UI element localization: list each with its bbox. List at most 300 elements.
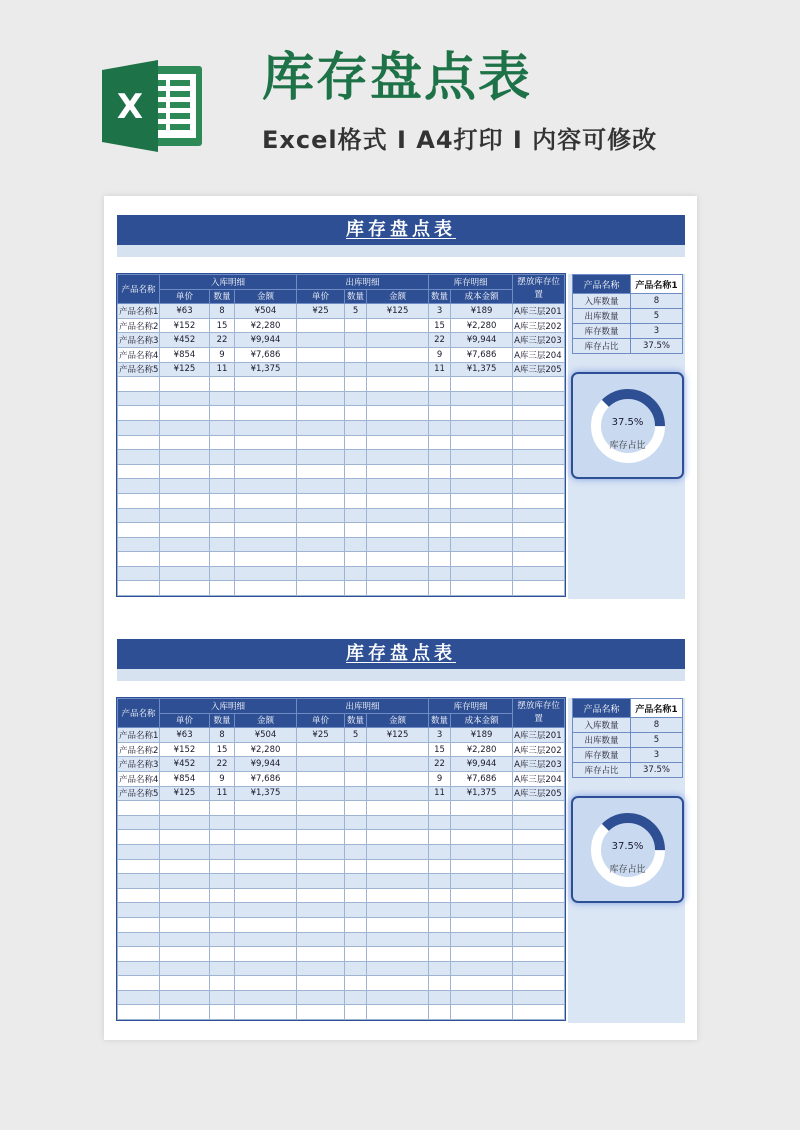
cell-in-qty[interactable] — [210, 566, 235, 581]
cell-out-amount[interactable] — [367, 523, 429, 538]
cell-in-price[interactable] — [160, 566, 210, 581]
cell-stock-cost[interactable] — [451, 523, 513, 538]
cell-name[interactable] — [118, 917, 160, 932]
cell-out-qty[interactable] — [345, 493, 367, 508]
cell-name[interactable] — [118, 377, 160, 392]
cell-stock-cost[interactable]: ¥189 — [451, 728, 513, 743]
cell-in-qty[interactable] — [210, 581, 235, 596]
cell-in-price[interactable] — [160, 1005, 210, 1020]
cell-in-qty[interactable]: 9 — [210, 771, 235, 786]
cell-stock-qty[interactable] — [429, 801, 451, 816]
cell-in-price[interactable] — [160, 450, 210, 465]
cell-out-price[interactable] — [297, 947, 345, 962]
cell-location[interactable] — [513, 932, 565, 947]
cell-stock-cost[interactable]: ¥189 — [451, 304, 513, 319]
cell-stock-cost[interactable] — [451, 932, 513, 947]
cell-stock-qty[interactable] — [429, 377, 451, 392]
cell-out-price[interactable]: ¥25 — [297, 304, 345, 319]
cell-in-amount[interactable]: ¥504 — [235, 728, 297, 743]
cell-out-amount[interactable] — [367, 479, 429, 494]
cell-in-price[interactable] — [160, 990, 210, 1005]
cell-in-price[interactable]: ¥854 — [160, 771, 210, 786]
cell-name[interactable] — [118, 508, 160, 523]
cell-name[interactable] — [118, 903, 160, 918]
cell-in-qty[interactable] — [210, 406, 235, 421]
cell-location[interactable] — [513, 581, 565, 596]
cell-out-price[interactable] — [297, 347, 345, 362]
cell-stock-qty[interactable]: 3 — [429, 304, 451, 319]
cell-in-amount[interactable] — [235, 377, 297, 392]
cell-in-amount[interactable] — [235, 830, 297, 845]
cell-out-qty[interactable] — [345, 830, 367, 845]
cell-in-price[interactable] — [160, 844, 210, 859]
cell-out-qty[interactable] — [345, 917, 367, 932]
cell-stock-cost[interactable] — [451, 801, 513, 816]
cell-in-price[interactable] — [160, 420, 210, 435]
cell-out-qty[interactable] — [345, 566, 367, 581]
cell-in-qty[interactable] — [210, 493, 235, 508]
cell-stock-cost[interactable] — [451, 391, 513, 406]
cell-out-qty[interactable]: 5 — [345, 728, 367, 743]
cell-location[interactable]: A库三层203 — [513, 333, 565, 348]
cell-in-qty[interactable] — [210, 815, 235, 830]
cell-in-qty[interactable] — [210, 435, 235, 450]
cell-in-qty[interactable]: 8 — [210, 304, 235, 319]
cell-out-amount[interactable] — [367, 420, 429, 435]
cell-name[interactable]: 产品名称1 — [118, 728, 160, 743]
cell-in-price[interactable]: ¥452 — [160, 333, 210, 348]
cell-out-qty[interactable] — [345, 1005, 367, 1020]
cell-in-qty[interactable] — [210, 523, 235, 538]
cell-out-amount[interactable] — [367, 742, 429, 757]
cell-stock-qty[interactable] — [429, 990, 451, 1005]
cell-in-amount[interactable] — [235, 815, 297, 830]
cell-stock-qty[interactable] — [429, 493, 451, 508]
cell-in-qty[interactable] — [210, 932, 235, 947]
cell-in-qty[interactable] — [210, 508, 235, 523]
cell-stock-cost[interactable] — [451, 479, 513, 494]
cell-in-qty[interactable] — [210, 420, 235, 435]
cell-out-qty[interactable] — [345, 976, 367, 991]
cell-stock-qty[interactable] — [429, 552, 451, 567]
cell-out-amount[interactable] — [367, 362, 429, 377]
cell-out-price[interactable] — [297, 961, 345, 976]
cell-out-qty[interactable] — [345, 435, 367, 450]
cell-out-price[interactable]: ¥25 — [297, 728, 345, 743]
cell-in-amount[interactable]: ¥2,280 — [235, 742, 297, 757]
cell-out-qty[interactable] — [345, 801, 367, 816]
cell-in-amount[interactable]: ¥9,944 — [235, 333, 297, 348]
cell-out-qty[interactable] — [345, 479, 367, 494]
cell-stock-cost[interactable] — [451, 1005, 513, 1020]
cell-out-price[interactable] — [297, 581, 345, 596]
cell-location[interactable] — [513, 903, 565, 918]
cell-out-amount[interactable] — [367, 318, 429, 333]
cell-out-price[interactable] — [297, 333, 345, 348]
cell-stock-qty[interactable] — [429, 1005, 451, 1020]
cell-location[interactable] — [513, 830, 565, 845]
cell-location[interactable]: A库三层205 — [513, 786, 565, 801]
cell-stock-cost[interactable] — [451, 552, 513, 567]
cell-name[interactable] — [118, 815, 160, 830]
cell-location[interactable]: A库三层204 — [513, 771, 565, 786]
cell-stock-qty[interactable] — [429, 947, 451, 962]
cell-name[interactable] — [118, 581, 160, 596]
cell-location[interactable] — [513, 815, 565, 830]
cell-out-amount[interactable] — [367, 947, 429, 962]
cell-name[interactable]: 产品名称4 — [118, 771, 160, 786]
cell-out-price[interactable] — [297, 391, 345, 406]
cell-out-amount[interactable] — [367, 1005, 429, 1020]
cell-in-amount[interactable] — [235, 859, 297, 874]
cell-out-amount[interactable] — [367, 961, 429, 976]
cell-location[interactable]: A库三层201 — [513, 728, 565, 743]
cell-out-amount[interactable] — [367, 566, 429, 581]
cell-location[interactable] — [513, 888, 565, 903]
cell-in-price[interactable]: ¥452 — [160, 757, 210, 772]
cell-stock-cost[interactable] — [451, 406, 513, 421]
cell-out-price[interactable] — [297, 771, 345, 786]
cell-stock-cost[interactable] — [451, 947, 513, 962]
cell-out-qty[interactable] — [345, 552, 367, 567]
cell-out-qty[interactable] — [345, 903, 367, 918]
cell-stock-cost[interactable] — [451, 903, 513, 918]
cell-in-price[interactable] — [160, 479, 210, 494]
cell-stock-cost[interactable]: ¥7,686 — [451, 347, 513, 362]
cell-out-qty[interactable] — [345, 318, 367, 333]
cell-in-qty[interactable] — [210, 1005, 235, 1020]
cell-stock-cost[interactable] — [451, 961, 513, 976]
cell-stock-qty[interactable]: 9 — [429, 347, 451, 362]
cell-name[interactable] — [118, 1005, 160, 1020]
cell-out-amount[interactable] — [367, 537, 429, 552]
cell-out-qty[interactable] — [345, 757, 367, 772]
cell-out-qty[interactable] — [345, 391, 367, 406]
cell-location[interactable] — [513, 917, 565, 932]
cell-stock-qty[interactable] — [429, 508, 451, 523]
cell-in-qty[interactable]: 9 — [210, 347, 235, 362]
cell-location[interactable] — [513, 976, 565, 991]
cell-stock-qty[interactable] — [429, 523, 451, 538]
cell-out-price[interactable] — [297, 464, 345, 479]
cell-out-price[interactable] — [297, 435, 345, 450]
cell-stock-qty[interactable] — [429, 815, 451, 830]
cell-in-amount[interactable] — [235, 566, 297, 581]
cell-in-amount[interactable] — [235, 947, 297, 962]
cell-out-price[interactable] — [297, 479, 345, 494]
cell-in-amount[interactable]: ¥504 — [235, 304, 297, 319]
cell-out-price[interactable] — [297, 917, 345, 932]
cell-out-qty[interactable] — [345, 362, 367, 377]
cell-stock-qty[interactable] — [429, 406, 451, 421]
cell-location[interactable] — [513, 566, 565, 581]
cell-in-price[interactable] — [160, 917, 210, 932]
cell-stock-qty[interactable] — [429, 537, 451, 552]
cell-stock-qty[interactable] — [429, 450, 451, 465]
cell-out-qty[interactable]: 5 — [345, 304, 367, 319]
summary-header-value[interactable]: 产品名称1 — [631, 275, 683, 294]
cell-location[interactable] — [513, 479, 565, 494]
cell-name[interactable] — [118, 406, 160, 421]
cell-out-price[interactable] — [297, 903, 345, 918]
cell-name[interactable]: 产品名称2 — [118, 742, 160, 757]
cell-location[interactable]: A库三层205 — [513, 362, 565, 377]
cell-name[interactable] — [118, 420, 160, 435]
cell-stock-qty[interactable] — [429, 903, 451, 918]
cell-out-amount[interactable] — [367, 844, 429, 859]
cell-stock-cost[interactable] — [451, 493, 513, 508]
cell-location[interactable] — [513, 874, 565, 889]
cell-out-amount[interactable] — [367, 786, 429, 801]
cell-out-amount[interactable] — [367, 932, 429, 947]
cell-stock-cost[interactable] — [451, 830, 513, 845]
cell-in-price[interactable] — [160, 508, 210, 523]
cell-location[interactable] — [513, 391, 565, 406]
cell-out-amount[interactable] — [367, 801, 429, 816]
cell-out-qty[interactable] — [345, 420, 367, 435]
cell-out-price[interactable] — [297, 450, 345, 465]
cell-name[interactable] — [118, 552, 160, 567]
cell-in-price[interactable] — [160, 537, 210, 552]
cell-out-price[interactable] — [297, 566, 345, 581]
cell-stock-qty[interactable]: 22 — [429, 757, 451, 772]
cell-out-amount[interactable] — [367, 464, 429, 479]
cell-location[interactable] — [513, 377, 565, 392]
cell-out-price[interactable] — [297, 976, 345, 991]
cell-out-qty[interactable] — [345, 771, 367, 786]
cell-stock-qty[interactable]: 11 — [429, 786, 451, 801]
cell-stock-cost[interactable] — [451, 435, 513, 450]
cell-in-price[interactable]: ¥152 — [160, 318, 210, 333]
cell-in-amount[interactable] — [235, 990, 297, 1005]
cell-in-qty[interactable] — [210, 830, 235, 845]
cell-out-price[interactable] — [297, 859, 345, 874]
cell-out-qty[interactable] — [345, 581, 367, 596]
cell-stock-cost[interactable] — [451, 450, 513, 465]
cell-stock-qty[interactable] — [429, 581, 451, 596]
cell-name[interactable] — [118, 464, 160, 479]
cell-in-qty[interactable] — [210, 450, 235, 465]
cell-out-amount[interactable] — [367, 976, 429, 991]
cell-in-price[interactable] — [160, 377, 210, 392]
cell-out-price[interactable] — [297, 377, 345, 392]
cell-in-price[interactable] — [160, 830, 210, 845]
cell-location[interactable]: A库三层201 — [513, 304, 565, 319]
cell-out-qty[interactable] — [345, 508, 367, 523]
cell-in-price[interactable] — [160, 406, 210, 421]
cell-name[interactable] — [118, 801, 160, 816]
cell-out-amount[interactable] — [367, 450, 429, 465]
cell-in-qty[interactable]: 8 — [210, 728, 235, 743]
cell-out-price[interactable] — [297, 888, 345, 903]
cell-in-amount[interactable] — [235, 435, 297, 450]
cell-name[interactable] — [118, 888, 160, 903]
cell-out-amount[interactable] — [367, 903, 429, 918]
cell-out-qty[interactable] — [345, 347, 367, 362]
cell-out-amount[interactable] — [367, 552, 429, 567]
cell-name[interactable] — [118, 961, 160, 976]
cell-in-amount[interactable] — [235, 976, 297, 991]
cell-out-price[interactable] — [297, 990, 345, 1005]
cell-out-price[interactable] — [297, 362, 345, 377]
cell-in-price[interactable] — [160, 859, 210, 874]
cell-stock-cost[interactable] — [451, 537, 513, 552]
cell-in-price[interactable] — [160, 523, 210, 538]
cell-location[interactable]: A库三层202 — [513, 742, 565, 757]
cell-in-price[interactable] — [160, 435, 210, 450]
cell-in-amount[interactable] — [235, 537, 297, 552]
cell-location[interactable] — [513, 961, 565, 976]
cell-name[interactable] — [118, 450, 160, 465]
cell-in-qty[interactable] — [210, 801, 235, 816]
cell-name[interactable] — [118, 859, 160, 874]
cell-stock-cost[interactable] — [451, 844, 513, 859]
cell-location[interactable] — [513, 523, 565, 538]
cell-name[interactable] — [118, 537, 160, 552]
cell-name[interactable]: 产品名称5 — [118, 362, 160, 377]
cell-out-amount[interactable] — [367, 406, 429, 421]
cell-location[interactable] — [513, 1005, 565, 1020]
cell-in-amount[interactable] — [235, 1005, 297, 1020]
cell-stock-cost[interactable] — [451, 815, 513, 830]
cell-out-amount[interactable] — [367, 377, 429, 392]
cell-out-qty[interactable] — [345, 844, 367, 859]
cell-in-amount[interactable] — [235, 450, 297, 465]
cell-in-amount[interactable] — [235, 844, 297, 859]
cell-stock-qty[interactable] — [429, 932, 451, 947]
cell-in-price[interactable] — [160, 932, 210, 947]
cell-in-amount[interactable] — [235, 493, 297, 508]
cell-out-qty[interactable] — [345, 990, 367, 1005]
cell-out-price[interactable] — [297, 815, 345, 830]
cell-in-amount[interactable] — [235, 508, 297, 523]
cell-name[interactable]: 产品名称2 — [118, 318, 160, 333]
cell-stock-cost[interactable] — [451, 581, 513, 596]
cell-name[interactable]: 产品名称3 — [118, 333, 160, 348]
cell-in-amount[interactable]: ¥9,944 — [235, 757, 297, 772]
cell-in-amount[interactable] — [235, 406, 297, 421]
cell-in-price[interactable] — [160, 961, 210, 976]
cell-in-price[interactable]: ¥854 — [160, 347, 210, 362]
cell-in-amount[interactable]: ¥2,280 — [235, 318, 297, 333]
cell-in-qty[interactable] — [210, 537, 235, 552]
cell-out-amount[interactable] — [367, 508, 429, 523]
cell-in-amount[interactable] — [235, 874, 297, 889]
cell-out-qty[interactable] — [345, 450, 367, 465]
cell-in-qty[interactable] — [210, 377, 235, 392]
cell-in-price[interactable] — [160, 976, 210, 991]
cell-stock-qty[interactable] — [429, 859, 451, 874]
cell-out-amount[interactable] — [367, 830, 429, 845]
cell-stock-qty[interactable] — [429, 566, 451, 581]
cell-stock-cost[interactable]: ¥2,280 — [451, 318, 513, 333]
cell-out-amount[interactable] — [367, 888, 429, 903]
cell-location[interactable] — [513, 464, 565, 479]
cell-out-price[interactable] — [297, 508, 345, 523]
cell-in-price[interactable]: ¥152 — [160, 742, 210, 757]
cell-out-price[interactable] — [297, 801, 345, 816]
cell-in-amount[interactable] — [235, 961, 297, 976]
cell-stock-qty[interactable] — [429, 435, 451, 450]
cell-out-amount[interactable] — [367, 493, 429, 508]
cell-in-amount[interactable] — [235, 888, 297, 903]
cell-in-price[interactable] — [160, 874, 210, 889]
cell-stock-qty[interactable]: 22 — [429, 333, 451, 348]
cell-name[interactable] — [118, 976, 160, 991]
cell-out-qty[interactable] — [345, 537, 367, 552]
cell-stock-cost[interactable] — [451, 990, 513, 1005]
cell-in-qty[interactable] — [210, 844, 235, 859]
cell-stock-cost[interactable] — [451, 464, 513, 479]
cell-stock-cost[interactable] — [451, 420, 513, 435]
cell-location[interactable] — [513, 508, 565, 523]
cell-out-qty[interactable] — [345, 874, 367, 889]
cell-name[interactable]: 产品名称4 — [118, 347, 160, 362]
cell-out-amount[interactable] — [367, 859, 429, 874]
cell-in-qty[interactable]: 22 — [210, 333, 235, 348]
cell-in-amount[interactable] — [235, 801, 297, 816]
cell-out-amount[interactable] — [367, 917, 429, 932]
cell-out-amount[interactable]: ¥125 — [367, 304, 429, 319]
cell-name[interactable] — [118, 932, 160, 947]
cell-out-price[interactable] — [297, 1005, 345, 1020]
cell-in-qty[interactable]: 11 — [210, 362, 235, 377]
cell-out-price[interactable] — [297, 757, 345, 772]
cell-location[interactable]: A库三层202 — [513, 318, 565, 333]
cell-out-amount[interactable] — [367, 771, 429, 786]
cell-name[interactable] — [118, 830, 160, 845]
cell-in-amount[interactable] — [235, 552, 297, 567]
cell-out-qty[interactable] — [345, 406, 367, 421]
cell-out-qty[interactable] — [345, 947, 367, 962]
cell-location[interactable] — [513, 435, 565, 450]
cell-stock-qty[interactable] — [429, 874, 451, 889]
cell-in-qty[interactable] — [210, 859, 235, 874]
cell-in-price[interactable]: ¥63 — [160, 304, 210, 319]
cell-name[interactable]: 产品名称3 — [118, 757, 160, 772]
cell-in-price[interactable] — [160, 464, 210, 479]
cell-in-qty[interactable]: 15 — [210, 318, 235, 333]
cell-in-qty[interactable] — [210, 552, 235, 567]
cell-stock-qty[interactable] — [429, 976, 451, 991]
cell-in-amount[interactable] — [235, 523, 297, 538]
cell-location[interactable] — [513, 844, 565, 859]
cell-stock-qty[interactable] — [429, 844, 451, 859]
cell-out-price[interactable] — [297, 830, 345, 845]
cell-stock-qty[interactable]: 9 — [429, 771, 451, 786]
cell-stock-qty[interactable] — [429, 464, 451, 479]
cell-location[interactable] — [513, 406, 565, 421]
cell-in-price[interactable] — [160, 801, 210, 816]
cell-out-price[interactable] — [297, 874, 345, 889]
cell-in-qty[interactable] — [210, 391, 235, 406]
cell-location[interactable] — [513, 801, 565, 816]
cell-out-amount[interactable] — [367, 581, 429, 596]
cell-stock-qty[interactable]: 15 — [429, 318, 451, 333]
cell-location[interactable] — [513, 420, 565, 435]
cell-stock-qty[interactable] — [429, 917, 451, 932]
cell-in-price[interactable] — [160, 888, 210, 903]
cell-in-amount[interactable] — [235, 581, 297, 596]
cell-stock-cost[interactable] — [451, 566, 513, 581]
cell-out-price[interactable] — [297, 318, 345, 333]
cell-out-qty[interactable] — [345, 888, 367, 903]
cell-out-price[interactable] — [297, 537, 345, 552]
cell-stock-cost[interactable] — [451, 508, 513, 523]
cell-out-price[interactable] — [297, 742, 345, 757]
cell-in-qty[interactable] — [210, 874, 235, 889]
cell-in-price[interactable] — [160, 552, 210, 567]
